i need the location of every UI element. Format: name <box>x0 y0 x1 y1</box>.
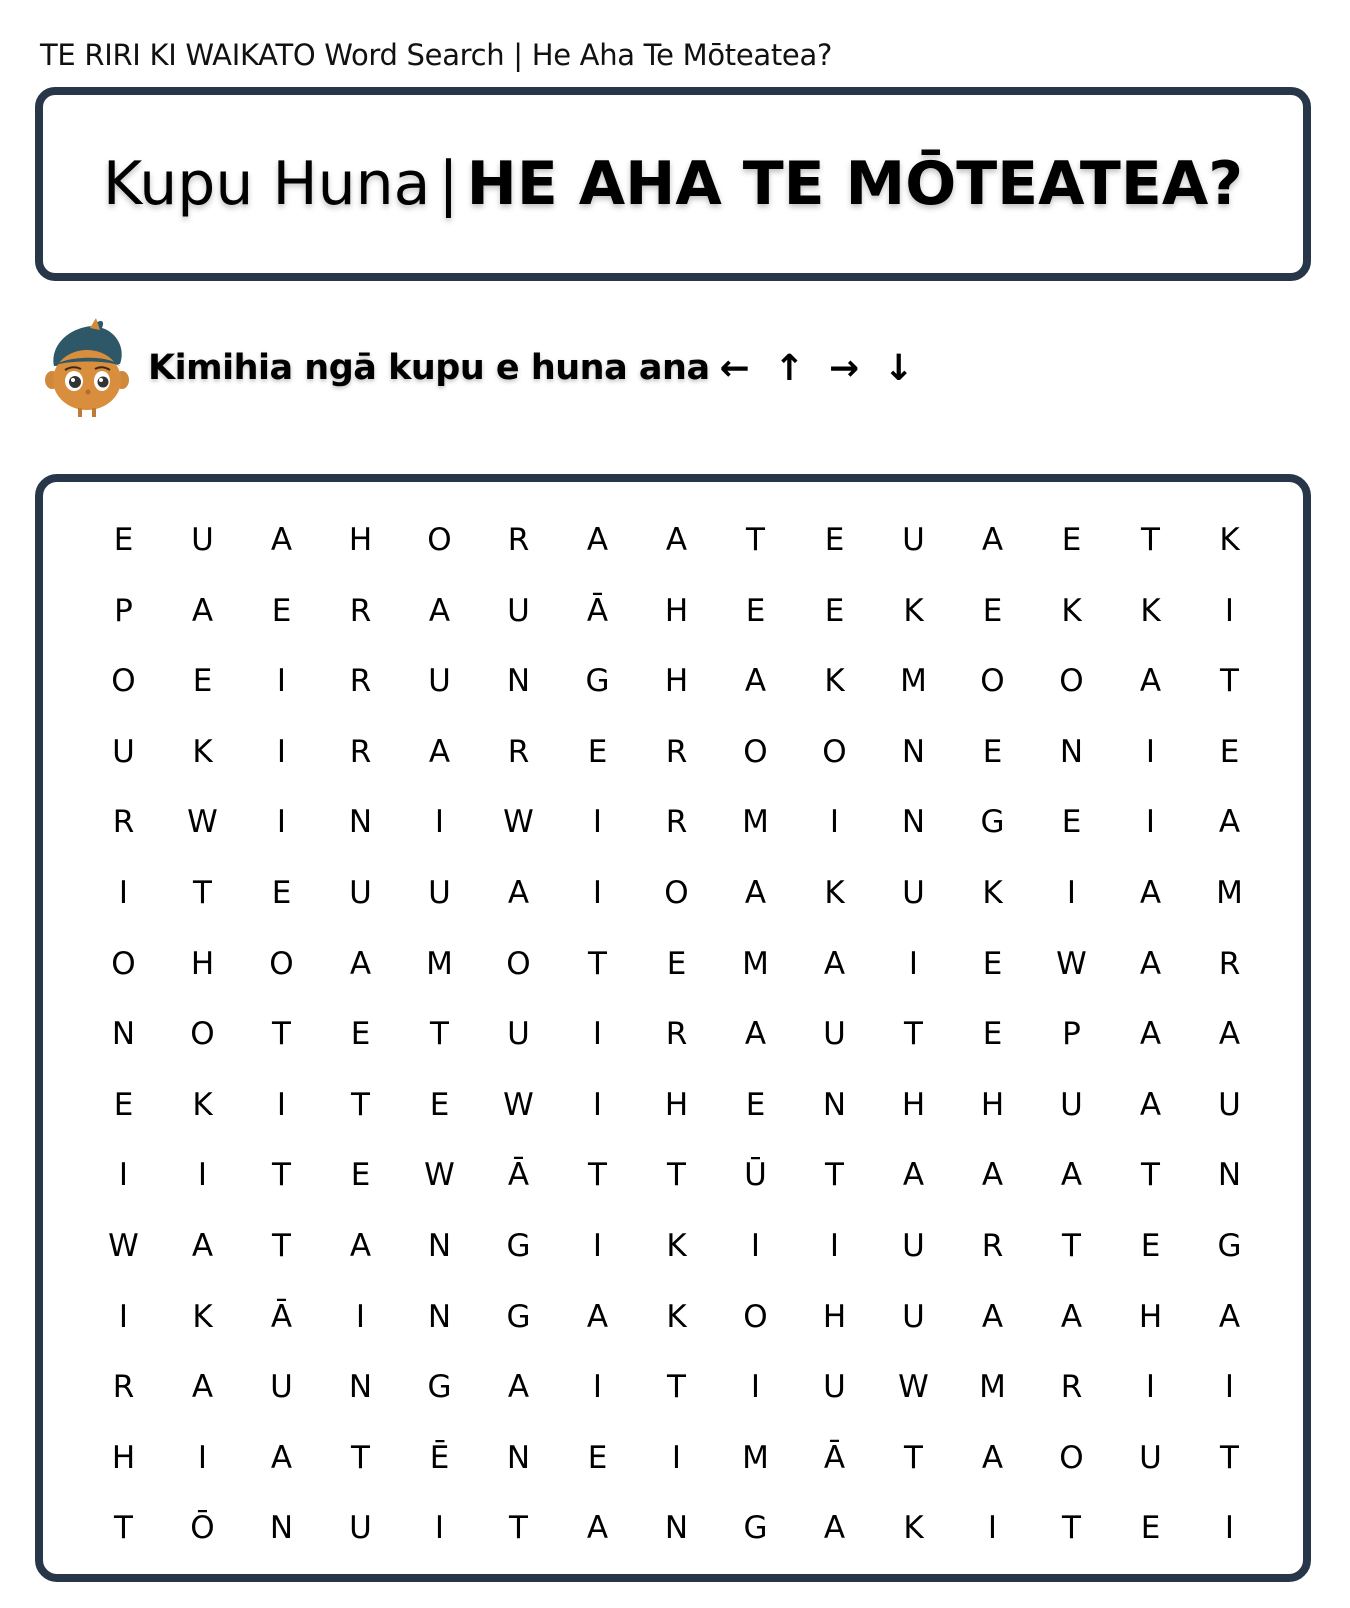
grid-cell[interactable]: H <box>822 1298 847 1335</box>
grid-cell[interactable]: E <box>1061 804 1082 841</box>
grid-cell[interactable]: T <box>509 1510 528 1547</box>
direction-arrows: ← ↑ → ↓ <box>719 347 920 389</box>
grid-cell[interactable]: W <box>503 1086 534 1123</box>
grid-cell[interactable]: H <box>664 1086 689 1123</box>
grid-cell[interactable]: U <box>823 1016 846 1053</box>
grid-cell[interactable]: O <box>427 522 452 558</box>
grid-cell[interactable]: N <box>427 1227 452 1264</box>
grid-cell[interactable]: I <box>276 804 287 841</box>
grid-cell[interactable]: M <box>742 804 769 841</box>
grid-cell[interactable]: U <box>902 1227 925 1264</box>
grid-cell[interactable]: E <box>982 733 1003 770</box>
grid-cell[interactable]: N <box>427 1298 452 1335</box>
grid-cell[interactable]: A <box>981 1298 1004 1335</box>
grid-cell[interactable]: R <box>349 733 372 770</box>
grid-cell[interactable]: I <box>276 1086 287 1123</box>
grid-cell[interactable]: I <box>434 1510 445 1547</box>
grid-cell[interactable]: T <box>588 945 607 982</box>
grid-cell[interactable]: W <box>1056 945 1087 982</box>
mascot-icon <box>40 318 132 418</box>
grid-cell[interactable]: K <box>666 1227 687 1264</box>
grid-cell[interactable]: H <box>111 1439 136 1476</box>
grid-cell[interactable]: A <box>586 1298 609 1335</box>
grid-cell[interactable]: N <box>1059 733 1084 770</box>
grid-cell[interactable]: G <box>427 1369 452 1406</box>
grid-cell[interactable]: A <box>744 874 767 911</box>
grid-cell[interactable]: E <box>350 1016 371 1053</box>
grid-cell[interactable]: I <box>592 1369 603 1406</box>
grid-cell[interactable]: I <box>276 733 287 770</box>
grid-cell[interactable]: E <box>587 1439 608 1476</box>
grid-cell[interactable]: A <box>507 874 530 911</box>
grid-cell[interactable]: I <box>750 1227 761 1264</box>
grid-cell[interactable]: N <box>901 733 926 770</box>
grid-cell[interactable]: I <box>1224 1369 1235 1406</box>
grid-cell[interactable]: I <box>592 804 603 841</box>
grid-cell[interactable]: A <box>902 1157 925 1194</box>
grid-cell[interactable]: A <box>1060 1157 1083 1194</box>
grid-cell[interactable]: K <box>192 733 213 770</box>
grid-cell[interactable]: I <box>592 1016 603 1053</box>
grid-cell[interactable]: T <box>351 1086 370 1123</box>
grid-cell[interactable]: E <box>271 874 292 911</box>
grid-cell[interactable]: Ā <box>507 1157 530 1194</box>
grid-cell[interactable]: T <box>351 1439 370 1476</box>
grid-cell[interactable]: A <box>507 1369 530 1406</box>
grid-cell[interactable]: A <box>349 1227 372 1264</box>
grid-cell[interactable]: I <box>1145 804 1156 841</box>
grid-cell[interactable]: Ā <box>270 1298 293 1335</box>
grid-cell[interactable]: I <box>355 1298 366 1335</box>
grid-cell[interactable]: E <box>429 1086 450 1123</box>
grid-cell[interactable]: U <box>902 874 925 911</box>
grid-cell[interactable]: N <box>348 804 373 841</box>
grid-cell[interactable]: A <box>191 1227 214 1264</box>
grid-cell[interactable]: A <box>1139 663 1162 700</box>
grid-cell[interactable]: M <box>742 1439 769 1476</box>
grid-cell[interactable]: A <box>744 663 767 700</box>
grid-cell[interactable]: I <box>197 1439 208 1476</box>
grid-cell[interactable]: E <box>350 1157 371 1194</box>
grid-cell[interactable]: T <box>904 1016 923 1053</box>
grid-cell[interactable]: A <box>744 1016 767 1053</box>
grid-cell[interactable]: O <box>743 733 768 770</box>
grid-cell[interactable]: A <box>428 592 451 629</box>
title-bold: HE AHA TE MŌTEATEA? <box>466 149 1244 219</box>
title-light: Kupu Huna <box>102 149 431 219</box>
grid-cell[interactable]: T <box>272 1016 291 1053</box>
grid-cell[interactable]: E <box>824 522 845 558</box>
grid-cell[interactable]: U <box>507 592 530 629</box>
document-title: TE RIRI KI WAIKATO Word Search | He Aha Te Mōteatea? <box>40 38 833 72</box>
grid-cell[interactable]: H <box>980 1086 1005 1123</box>
grid-cell[interactable]: U <box>507 1016 530 1053</box>
grid-cell[interactable]: E <box>1219 733 1240 770</box>
grid-cell[interactable]: E <box>271 592 292 629</box>
grid-cell[interactable]: N <box>1217 1157 1242 1194</box>
grid-cell[interactable]: U <box>191 522 214 558</box>
grid-cell[interactable]: T <box>1220 663 1239 700</box>
grid-cell[interactable]: A <box>586 522 609 558</box>
grid-cell[interactable]: I <box>908 945 919 982</box>
grid-cell[interactable]: E <box>982 592 1003 629</box>
grid-cell[interactable]: Ā <box>586 592 609 629</box>
grid-cell[interactable]: E <box>113 1086 134 1123</box>
grid-cell[interactable]: I <box>118 874 129 911</box>
grid-cell[interactable]: G <box>980 804 1005 841</box>
grid-cell[interactable]: W <box>187 804 218 841</box>
grid-cell[interactable]: U <box>902 522 925 558</box>
grid-cell[interactable]: U <box>112 733 135 770</box>
grid-cell[interactable]: H <box>664 663 689 700</box>
grid-cell[interactable]: E <box>1061 522 1082 558</box>
grid-cell[interactable]: H <box>901 1086 926 1123</box>
grid-cell[interactable]: K <box>1061 592 1082 629</box>
grid-cell[interactable]: O <box>269 945 294 982</box>
grid-cell[interactable]: A <box>981 1157 1004 1194</box>
grid-cell[interactable]: O <box>980 663 1005 700</box>
grid-cell[interactable]: O <box>1059 663 1084 700</box>
grid-cell[interactable]: A <box>1139 874 1162 911</box>
grid-cell[interactable]: U <box>823 1369 846 1406</box>
grid-cell[interactable]: E <box>824 592 845 629</box>
grid-cell[interactable]: H <box>348 522 373 558</box>
grid-cell[interactable]: A <box>1139 1016 1162 1053</box>
grid-cell[interactable]: N <box>348 1369 373 1406</box>
grid-cell[interactable]: E <box>1140 1510 1161 1547</box>
grid-cell[interactable]: I <box>671 1439 682 1476</box>
grid-cell[interactable]: M <box>426 945 453 982</box>
grid-cell[interactable]: E <box>982 1016 1003 1053</box>
grid-cell[interactable]: N <box>269 1510 294 1547</box>
grid-cell[interactable]: R <box>665 733 688 770</box>
grid-cell[interactable]: T <box>1220 1439 1239 1476</box>
grid-cell[interactable]: A <box>823 1510 846 1547</box>
grid-cell[interactable]: T <box>904 1439 923 1476</box>
grid-cell[interactable]: M <box>900 663 927 700</box>
grid-cell[interactable]: W <box>503 804 534 841</box>
grid-cell[interactable]: U <box>428 874 451 911</box>
grid-cell[interactable]: H <box>664 592 689 629</box>
grid-cell[interactable]: I <box>987 1510 998 1547</box>
grid-cell[interactable]: R <box>112 804 135 841</box>
grid-cell[interactable]: O <box>822 733 847 770</box>
grid-cell[interactable]: N <box>901 804 926 841</box>
grid-cell[interactable]: U <box>1139 1439 1162 1476</box>
grid-cell[interactable]: R <box>1218 945 1241 982</box>
page-title <box>103 149 1243 219</box>
grid-cell[interactable]: I <box>118 1298 129 1335</box>
grid-cell[interactable]: I <box>829 1227 840 1264</box>
grid-cell[interactable]: A <box>981 522 1004 558</box>
grid-cell[interactable]: I <box>1066 874 1077 911</box>
grid-cell[interactable]: U <box>902 1298 925 1335</box>
grid-cell[interactable]: R <box>981 1227 1004 1264</box>
grid-cell[interactable]: T <box>588 1157 607 1194</box>
grid-cell[interactable]: R <box>112 1369 135 1406</box>
grid-cell[interactable]: R <box>349 592 372 629</box>
grid-cell[interactable]: T <box>1062 1510 1081 1547</box>
grid-cell[interactable]: T <box>746 522 765 558</box>
grid-cell[interactable]: A <box>191 592 214 629</box>
word-search-grid <box>84 505 1269 1564</box>
grid-cell[interactable]: G <box>1217 1227 1242 1264</box>
grid-cell[interactable]: R <box>665 804 688 841</box>
grid-cell[interactable]: O <box>664 874 689 911</box>
grid-cell[interactable]: I <box>592 1086 603 1123</box>
grid-cell[interactable]: A <box>349 945 372 982</box>
grid-cell[interactable]: N <box>506 663 531 700</box>
grid-cell[interactable]: I <box>829 804 840 841</box>
grid-cell[interactable]: I <box>592 874 603 911</box>
grid-cell[interactable]: A <box>665 522 688 558</box>
grid-cell[interactable]: T <box>430 1016 449 1053</box>
grid-cell[interactable]: I <box>276 663 287 700</box>
grid-cell[interactable]: K <box>903 592 924 629</box>
grid-cell[interactable]: U <box>428 663 451 700</box>
grid-cell[interactable]: T <box>114 1510 133 1547</box>
grid-cell[interactable]: Ā <box>823 1439 846 1476</box>
grid-cell[interactable]: A <box>191 1369 214 1406</box>
grid-cell[interactable]: T <box>272 1157 291 1194</box>
grid-cell[interactable]: T <box>1141 1157 1160 1194</box>
grid-cell[interactable]: M <box>979 1369 1006 1406</box>
grid-cell[interactable]: U <box>349 1510 372 1547</box>
grid-cell[interactable]: R <box>665 1016 688 1053</box>
grid-cell[interactable]: K <box>192 1086 213 1123</box>
grid-cell[interactable]: K <box>1140 592 1161 629</box>
grid-cell[interactable]: E <box>1140 1227 1161 1264</box>
grid-cell[interactable]: I <box>1224 1510 1235 1547</box>
grid-cell[interactable]: A <box>1218 804 1241 841</box>
grid-cell[interactable]: I <box>118 1157 129 1194</box>
grid-cell[interactable]: N <box>822 1086 847 1123</box>
grid-cell[interactable]: W <box>108 1227 139 1264</box>
grid-cell[interactable]: M <box>1216 874 1243 911</box>
grid-cell[interactable]: K <box>903 1510 924 1547</box>
grid-cell[interactable]: T <box>667 1369 686 1406</box>
grid-cell[interactable]: A <box>1060 1298 1083 1335</box>
grid-cell[interactable]: K <box>666 1298 687 1335</box>
title-separator: | <box>438 149 459 219</box>
grid-cell[interactable]: K <box>192 1298 213 1335</box>
instruction-text: Kimihia ngā kupu e huna ana <box>148 348 710 388</box>
grid-cell[interactable]: E <box>192 663 213 700</box>
grid-cell[interactable]: P <box>1062 1016 1081 1053</box>
grid-cell[interactable]: I <box>592 1227 603 1264</box>
grid-cell[interactable]: A <box>586 1510 609 1547</box>
grid-cell[interactable]: A <box>270 1439 293 1476</box>
grid-cell[interactable]: K <box>824 874 845 911</box>
instructions-row <box>40 318 920 418</box>
grid-cell[interactable]: U <box>1218 1086 1241 1123</box>
grid-cell[interactable]: T <box>193 874 212 911</box>
grid-cell[interactable]: E <box>745 592 766 629</box>
grid-cell[interactable]: T <box>1141 522 1160 558</box>
grid-cell[interactable]: K <box>982 874 1003 911</box>
grid-cell[interactable]: I <box>1145 733 1156 770</box>
grid-cell[interactable]: I <box>1224 592 1235 629</box>
grid-cell[interactable]: M <box>742 945 769 982</box>
grid-cell[interactable]: U <box>270 1369 293 1406</box>
grid-cell[interactable]: T <box>667 1157 686 1194</box>
grid-cell[interactable]: A <box>1218 1298 1241 1335</box>
grid-cell[interactable]: Ē <box>429 1439 450 1476</box>
grid-cell[interactable]: G <box>585 663 610 700</box>
grid-cell[interactable]: T <box>825 1157 844 1194</box>
grid-cell[interactable]: O <box>111 945 136 982</box>
grid-cell[interactable]: A <box>1139 1086 1162 1123</box>
grid-cell[interactable]: N <box>506 1439 531 1476</box>
grid-cell[interactable]: I <box>197 1157 208 1194</box>
grid-cell[interactable]: I <box>1145 1369 1156 1406</box>
grid-cell[interactable]: R <box>1060 1369 1083 1406</box>
grid-cell[interactable]: R <box>349 663 372 700</box>
grid-cell[interactable]: R <box>507 733 530 770</box>
grid-cell[interactable]: O <box>111 663 136 700</box>
grid-cell[interactable]: A <box>1218 1016 1241 1053</box>
grid-cell[interactable]: W <box>898 1369 929 1406</box>
grid-cell[interactable]: O <box>1059 1439 1084 1476</box>
grid-cell[interactable]: N <box>111 1016 136 1053</box>
grid-cell[interactable]: I <box>750 1369 761 1406</box>
grid-cell[interactable]: A <box>428 733 451 770</box>
grid-cell[interactable]: E <box>982 945 1003 982</box>
grid-cell[interactable]: A <box>981 1439 1004 1476</box>
grid-cell[interactable]: U <box>349 874 372 911</box>
grid-cell[interactable]: Ō <box>190 1510 215 1547</box>
grid-cell[interactable]: Ū <box>744 1157 767 1194</box>
grid-cell[interactable]: G <box>743 1510 768 1547</box>
grid-cell[interactable]: P <box>114 592 133 629</box>
grid-cell[interactable]: A <box>1139 945 1162 982</box>
grid-cell[interactable]: K <box>824 663 845 700</box>
grid-cell[interactable]: N <box>664 1510 689 1547</box>
grid-cell[interactable]: G <box>506 1298 531 1335</box>
grid-cell[interactable]: O <box>190 1016 215 1053</box>
grid-cell[interactable]: R <box>507 522 530 558</box>
grid-cell[interactable]: E <box>113 522 134 558</box>
grid-cell[interactable]: O <box>506 945 531 982</box>
grid-cell[interactable]: A <box>270 522 293 558</box>
grid-cell[interactable]: H <box>1138 1298 1163 1335</box>
grid-cell[interactable]: E <box>745 1086 766 1123</box>
grid-cell[interactable]: T <box>272 1227 291 1264</box>
grid-cell[interactable]: G <box>506 1227 531 1264</box>
grid-cell[interactable]: K <box>1219 522 1240 558</box>
grid-cell[interactable]: E <box>587 733 608 770</box>
grid-cell[interactable]: T <box>1062 1227 1081 1264</box>
grid-cell[interactable]: I <box>434 804 445 841</box>
grid-cell[interactable]: A <box>823 945 846 982</box>
grid-cell[interactable]: U <box>1060 1086 1083 1123</box>
title-banner <box>35 87 1311 281</box>
grid-cell[interactable]: O <box>743 1298 768 1335</box>
grid-cell[interactable]: W <box>424 1157 455 1194</box>
grid-cell[interactable]: E <box>666 945 687 982</box>
grid-cell[interactable]: H <box>190 945 215 982</box>
